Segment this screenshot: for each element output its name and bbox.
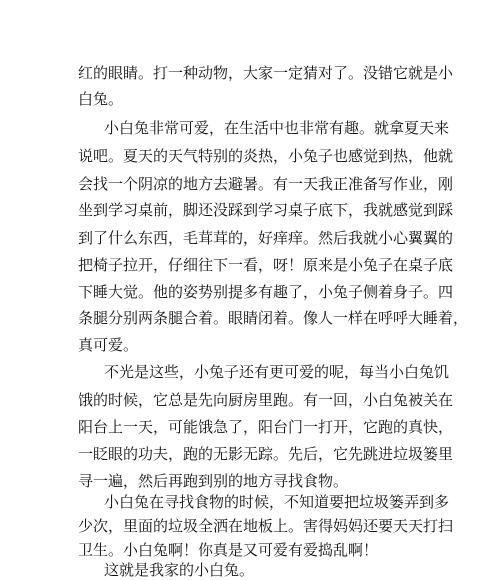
text-line: 到了什么东西，毛茸茸的，好痒痒。然后我就小心翼翼的	[78, 229, 454, 247]
text-line: 把椅子拉开，仔细往下一看，呀！原来是小兔子在桌子底	[78, 256, 454, 274]
text-line: 阳台上一天，可能饿急了，阳台门一打开，它跑的真快，	[78, 418, 454, 436]
text-line: 饿的时候，它总是先向厨房里跑。有一回，小白兔被关在	[78, 391, 454, 409]
text-line: 一眨眼的功夫，跑的无影无踪。先后，它先跳进垃圾篓里	[78, 445, 454, 463]
text-line: 坐到学习桌前，脚还没踩到学习桌子底下，我就感觉到踩	[78, 201, 454, 219]
text-line: 小白兔非常可爱，在生活中也非常有趣。就拿夏天来	[104, 119, 450, 137]
text-line: 白兔。	[78, 90, 124, 108]
text-line: 少次，里面的垃圾全洒在地板上。害得妈妈还要天天打扫	[78, 517, 454, 535]
text-line: 寻一遍，然后再跑到别的地方寻找食物。	[78, 472, 349, 490]
text-line: 小白兔在寻找食物的时候，不知道要把垃圾篓弄到多	[104, 493, 450, 511]
text-line: 红的眼睛。打一种动物，大家一定猜对了。没错它就是小	[78, 64, 454, 82]
text-line: 说吧。夏天的天气特别的炎热，小兔子也感觉到热，他就	[78, 147, 454, 165]
text-line: 会找一个阴凉的地方去避暑。有一天我正准备写作业，刚	[78, 175, 454, 193]
text-line: 卫生。小白兔啊！你真是又可爱有爱捣乱啊！	[78, 541, 379, 559]
text-line: 这就是我家的小白兔。	[104, 561, 255, 579]
text-line: 下睡大觉。他的姿势别提多有趣了，小兔子侧着身子。四	[78, 283, 454, 301]
text-line: 不光是这些，小兔子还有更可爱的呢，每当小白兔饥	[104, 363, 450, 381]
text-line: 条腿分别两条腿合着。眼睛闭着。像人一样在呼呼大睡着，	[78, 309, 469, 327]
text-line: 真可爱。	[78, 336, 139, 354]
